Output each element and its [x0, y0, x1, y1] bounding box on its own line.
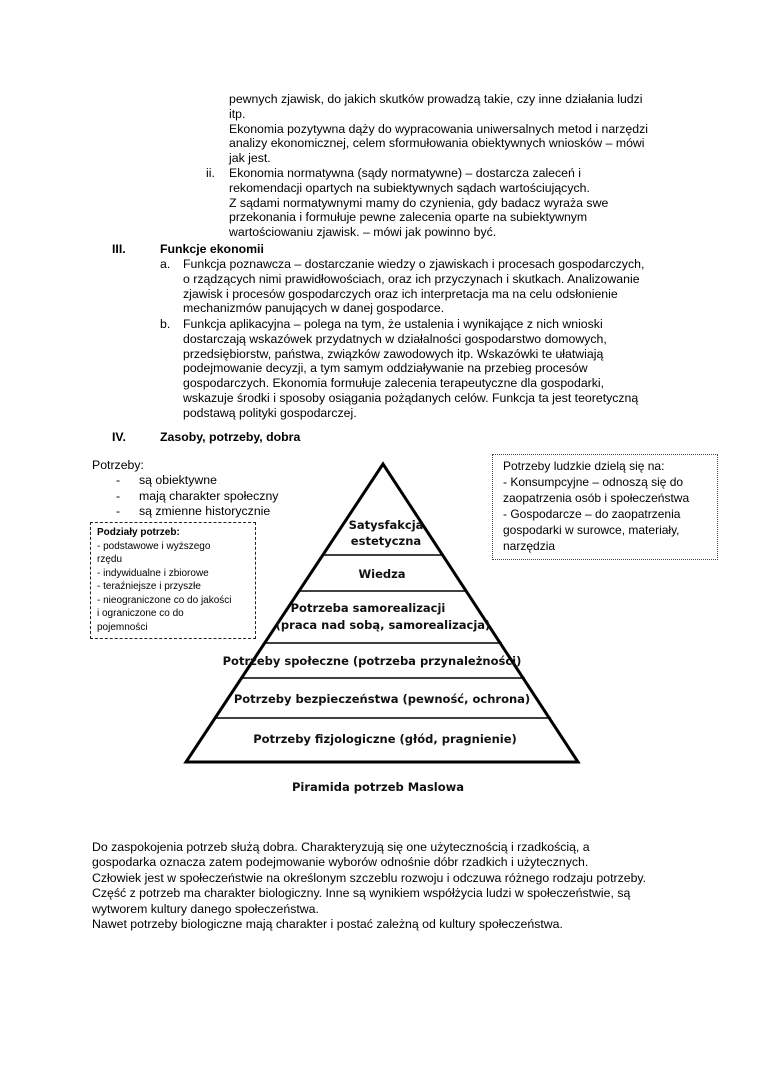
list-marker: ii. — [206, 166, 215, 180]
text-line: o rządzących nimi prawidłowościach, oraz ich przyczynach i skutkach. Analizowanie — [183, 271, 640, 286]
text-line: itp. — [229, 106, 246, 121]
text-line: wskazuje środki i sposoby osiągania pożądanych celów. Funkcja ta jest teoretyczną — [183, 390, 639, 405]
pyramid-level-label: Potrzeby społeczne (potrzeba przynależności) — [222, 654, 522, 668]
bullet: - — [116, 504, 121, 519]
box-line: zaopatrzenia osób i społeczeństwa — [503, 491, 690, 505]
pyramid-level-label: (praca nad sobą, samorealizacja) — [275, 618, 491, 632]
text-line: podejmowanie decyzji, a tym samym oddziaływanie na przebieg procesów — [183, 361, 588, 376]
box-line: - Konsumpcyjne – odnoszą się do — [503, 475, 684, 489]
pyramid-level-label: estetyczna — [350, 534, 422, 548]
text-line: Człowiek jest w społeczeństwie na określonym szczeblu rozwoju i odczuwa różnego rodzaju potrzeby. — [92, 870, 647, 885]
pyramid-level-label: Satysfakcja — [348, 518, 424, 532]
box-line: Potrzeby ludzkie dzielą się na: — [503, 459, 665, 473]
text-line: Ekonomia normatywna (sądy normatywne) – dostarcza zaleceń i — [229, 166, 581, 180]
text-line: analizy ekonomicznej, celem sformułowania obiektywnych wniosków – mówi — [229, 136, 645, 151]
box-line: narzędzia — [503, 539, 556, 553]
text-line: Funkcja poznawcza – dostarczanie wiedzy o zjawiskach i procesach gospodarczych, — [183, 257, 645, 271]
box-line: - teraźniejsze i przyszłe — [97, 581, 201, 592]
bullet: - — [116, 488, 121, 503]
pyramid-caption: Piramida potrzeb Maslowa — [291, 780, 465, 794]
text-line: Do zaspokojenia potrzeb służą dobra. Charakteryzują się one użytecznością i rzadkością, a — [92, 840, 590, 854]
pyramid-level-label: Potrzeby bezpieczeństwa (pewność, ochrona) — [233, 692, 531, 706]
list-item: są obiektywne — [139, 473, 217, 488]
pyramid-level-label: Potrzeby fizjologiczne (głód, pragnienie) — [253, 732, 517, 746]
human-needs-box — [492, 454, 718, 560]
box-line: - indywidualne i zbiorowe — [97, 567, 209, 579]
text-line: dostarczają wskazówek przydatnych w działalności gospodarstwo domowych, — [183, 331, 607, 346]
text-line: gospodarczych. Ekonomia formułuje zalecenia terapeutyczne dla gospodarki, — [183, 376, 605, 391]
text-line: przedsiębiorstw, państwa, związków zawodowych itp. Wskazówki te ułatwiają — [183, 346, 604, 361]
text-line: wartościowaniu zjawisk. – mówi jak powinno być. — [229, 225, 497, 240]
box-line: gospodarki w surowce, materiały, — [503, 523, 680, 537]
goods-paragraph — [92, 840, 646, 932]
text-line: Część z potrzeb ma charakter biologiczny. Inne są wynikiem współżycia ludzi w społeczeństwie, są — [92, 886, 631, 901]
section-heading: Funkcje ekonomii — [160, 242, 264, 256]
text-line: wytworem kultury danego społeczeństwa. — [92, 901, 319, 916]
box-line: i ograniczone co do — [97, 608, 184, 619]
needs-title: Potrzeby: — [92, 458, 144, 472]
text-line: Z sądami normatywnymi mamy do czynienia, gdy badacz wyraża swe — [229, 195, 609, 210]
box-line: - podstawowe i wyższego — [97, 540, 211, 552]
text-line: Funkcja aplikacyjna – polega na tym, że ustalenia i wynikające z nich wnioski — [183, 317, 603, 331]
text-line: rekomendacji opartych na subiektywnych sądach wartościujących. — [229, 180, 590, 195]
text-line: przekonania i formułuje pewne zalecenia oparte na subiektywnym — [229, 210, 588, 225]
box-line: - nieograniczone co do jakości — [97, 594, 232, 606]
text-line: pewnych zjawisk, do jakich skutków prowadzą takie, czy inne działania ludzi — [229, 92, 643, 106]
text-line: gospodarka oznacza zatem podejmowanie wyborów odnośnie dóbr rzadkich i użytecznych. — [92, 855, 589, 870]
list-marker: b. — [160, 317, 171, 331]
section-marker: III. — [112, 242, 126, 256]
bullet: - — [116, 473, 121, 488]
pyramid-level-label: Potrzeba samorealizacji — [290, 601, 446, 615]
list-item: są zmienne historycznie — [139, 504, 271, 519]
text-line: Nawet potrzeby biologiczne mają charakter i postać zależną od kultury społeczeństwa. — [92, 917, 563, 932]
box-line: pojemności — [97, 621, 148, 633]
text-line: jak jest. — [229, 151, 271, 166]
needs-divisions-box — [90, 522, 256, 639]
box-title: Podziały potrzeb: — [97, 527, 180, 538]
list-item: mają charakter społeczny — [139, 488, 279, 503]
pyramid-level-label: Wiedza — [358, 567, 406, 581]
text-line: mechanizmów panujących w danej gospodarce. — [183, 301, 445, 316]
text-line: podstawą polityki gospodarczej. — [183, 405, 357, 420]
box-line: rzędu — [97, 554, 123, 565]
text-line: Ekonomia pozytywna dąży do wypracowania uniwersalnych metod i narzędzi — [229, 121, 648, 136]
section-heading: Zasoby, potrzeby, dobra — [160, 430, 301, 444]
text-line: zjawisk i procesów gospodarczych oraz ich interpretacja ma na celu odsłonienie — [183, 286, 618, 301]
section-marker: IV. — [112, 430, 126, 444]
list-marker: a. — [160, 257, 171, 271]
box-line: - Gospodarcze – do zaopatrzenia — [503, 507, 681, 521]
